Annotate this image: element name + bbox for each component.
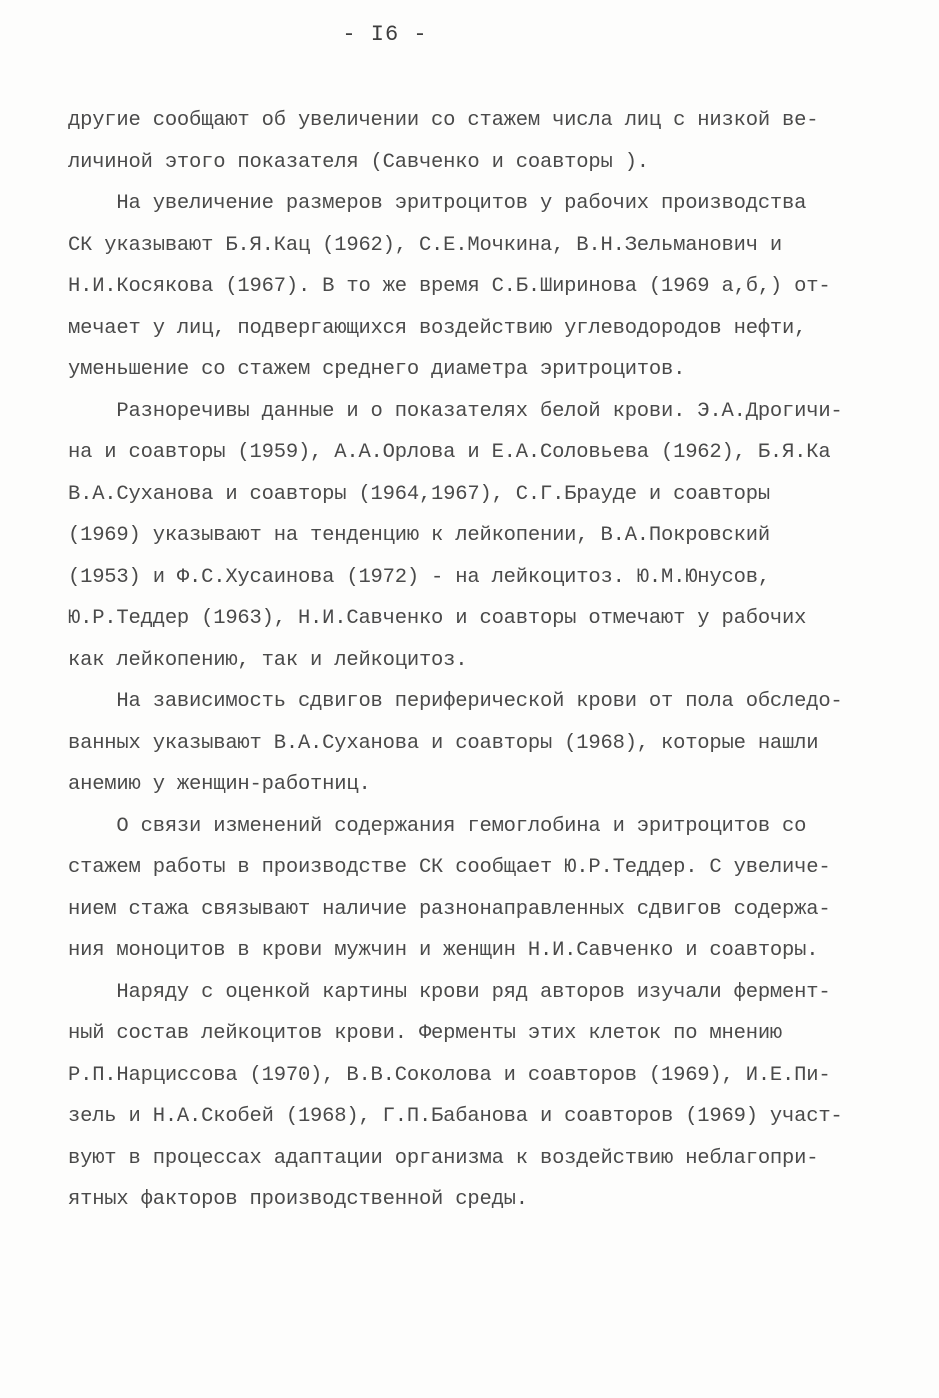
text-line: Разноречивы данные и о показателях белой крови. Э.А.Дрогичи-	[68, 399, 843, 423]
paragraph-3	[68, 391, 868, 682]
text-line: Н.И.Косякова (1967). В то же время С.Б.Ширинова (1969 а,б,) от-	[68, 275, 831, 298]
text-line: ванных указывают В.А.Суханова и соавторы (1968), которые нашли	[68, 731, 819, 755]
text-line: На зависимость сдвигов периферической крови от пола обследо-	[68, 690, 843, 713]
text-line: другие сообщают об увеличении со стажем числа лиц с низкой ве-	[68, 109, 819, 132]
paragraph-1	[68, 100, 868, 183]
text-line: ятных факторов производственной среды.	[68, 1188, 528, 1211]
text-line: СК указывают Б.Я.Кац (1962), С.Е.Мочкина, В.Н.Зельманович и	[68, 233, 783, 257]
text-line: зель и Н.А.Скобей (1968), Г.П.Бабанова и соавторов (1969) участ-	[68, 1105, 843, 1128]
text-line: Р.П.Нарциссова (1970), В.В.Соколова и соавторов (1969), И.Е.Пи-	[68, 1063, 831, 1087]
text-line: ния моноцитов в крови мужчин и женщин Н.И.Савченко и соавторы.	[68, 939, 819, 962]
paragraph-5	[68, 806, 868, 972]
page-number: - I6 -	[342, 22, 428, 47]
text-line: анемию у женщин-работниц.	[68, 773, 371, 796]
paragraph-6	[68, 972, 868, 1221]
text-line: Ю.Р.Теддер (1963), Н.И.Савченко и соавторы отмечают у рабочих	[68, 607, 807, 630]
body-text	[68, 100, 868, 1221]
text-line: вуют в процессах адаптации организма к воздействию неблагопри-	[68, 1146, 819, 1170]
text-line: На увеличение размеров эритроцитов у рабочих производства	[68, 192, 807, 215]
paragraph-2	[68, 183, 868, 391]
text-line: стажем работы в производстве СК сообщает Ю.Р.Теддер. С увеличе-	[68, 856, 831, 879]
paragraph-4	[68, 681, 868, 806]
text-line: нием стажа связывают наличие разнонаправленных сдвигов содержа-	[68, 897, 831, 921]
text-line: В.А.Суханова и соавторы (1964,1967), С.Г.Брауде и соавторы	[68, 482, 770, 506]
text-line: личиной этого показателя (Савченко и соавторы ).	[68, 150, 649, 174]
text-line: О связи изменений содержания гемоглобина и эритроцитов со	[68, 814, 807, 838]
text-line: мечает у лиц, подвергающихся воздействию углеводородов нефти,	[68, 316, 807, 340]
text-line: ный состав лейкоцитов крови. Ферменты этих клеток по мнению	[68, 1022, 783, 1045]
text-line: уменьшение со стажем среднего диаметра эритроцитов.	[68, 358, 686, 381]
text-line: как лейкопению, так и лейкоцитоз.	[68, 648, 468, 672]
text-line: (1953) и Ф.С.Хусаинова (1972) - на лейкоцитоз. Ю.М.Юнусов,	[68, 565, 770, 589]
text-line: Наряду с оценкой картины крови ряд авторов изучали фермент-	[68, 980, 831, 1004]
text-line: на и соавторы (1959), А.А.Орлова и Е.А.Соловьева (1962), Б.Я.Ка	[68, 441, 831, 464]
text-line: (1969) указывают на тенденцию к лейкопении, В.А.Покровский	[68, 524, 770, 547]
